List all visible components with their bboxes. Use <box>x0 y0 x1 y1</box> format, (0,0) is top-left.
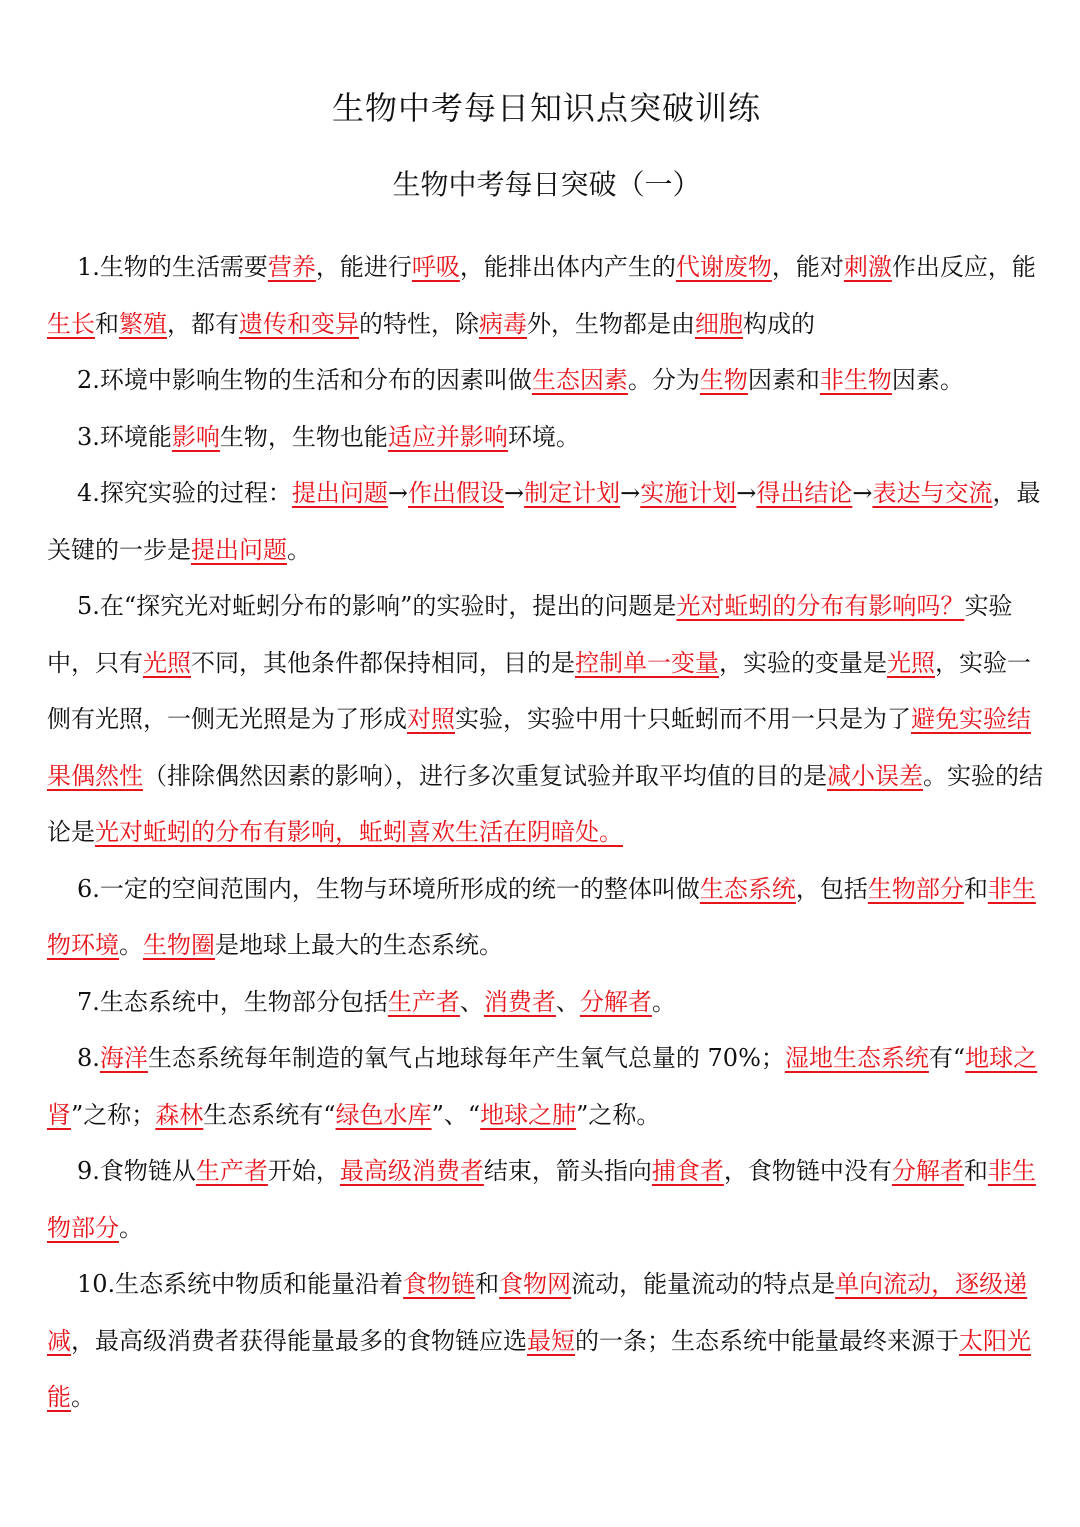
document-subtitle: 生物中考每日突破（一） <box>392 168 701 201</box>
statement-text: 的特性，除 <box>359 309 479 338</box>
answer-term: 代谢废物 <box>675 253 772 281</box>
statement-text: ，能进行 <box>315 253 412 281</box>
answer-term: 地球之肾 <box>47 1044 1038 1129</box>
answer-term: 森林 <box>155 1100 204 1129</box>
answer-term: 生产者 <box>387 987 460 1016</box>
statement-text: 、 <box>555 987 580 1016</box>
statement-text: ，最高级消费者获得能量最多的食物链应选 <box>71 1326 527 1355</box>
statement-text: ，实验一侧有光照，一侧无光照是为了形成 <box>47 648 1031 733</box>
answer-term: 生物圈 <box>143 931 215 959</box>
statement-text: 。 <box>651 987 676 1016</box>
answer-term: 作出假设 <box>408 479 505 507</box>
answer-term: 光对蚯蚓的分布有影响吗？ <box>676 592 965 620</box>
statement-text: → <box>387 479 409 507</box>
knowledge-point-2 <box>47 352 1046 409</box>
statement-text: ”之称； <box>71 1100 156 1129</box>
answer-term: 捕食者 <box>651 1157 724 1185</box>
answer-term: 适应并影响 <box>387 422 508 451</box>
statement-text: 。 <box>287 535 311 564</box>
answer-term: 细胞 <box>695 309 743 338</box>
statement-text: 3.环境能 <box>77 422 172 451</box>
statement-text: 8. <box>77 1044 100 1072</box>
statement-text: （排除偶然因素的影响），进行多次重复试验并取平均值的目的是 <box>143 761 827 790</box>
statement-text: 开始， <box>267 1157 340 1185</box>
statement-text: 。 <box>119 931 143 959</box>
statement-text: 和 <box>475 1270 500 1298</box>
statement-text: 流动，能量流动的特点是 <box>571 1270 836 1298</box>
answer-term: 分解者 <box>579 987 652 1016</box>
statement-text: ，最关键的一步是 <box>47 479 1041 564</box>
statement-text: 5.在“探究光对蚯蚓分布的影响”的实验时，提出的问题是 <box>77 592 677 620</box>
answer-term: 非生物环境 <box>47 874 1036 959</box>
answer-term: 繁殖 <box>119 309 167 338</box>
answer-term: 生态因素 <box>531 366 628 394</box>
statement-text: 生物，生物也能 <box>219 422 388 451</box>
statement-text: 因素和 <box>747 366 820 394</box>
answer-term: 食物网 <box>499 1270 572 1298</box>
statement-text: → <box>852 479 873 507</box>
knowledge-point-1 <box>47 239 1046 352</box>
statement-text: ，能排出体内产生的 <box>459 253 676 281</box>
answer-term: 减小误差 <box>827 761 923 790</box>
statement-text: 。 <box>119 1213 143 1242</box>
knowledge-point-5 <box>47 578 1046 861</box>
statement-text: ”、“ <box>431 1100 481 1129</box>
statement-text: 6.一定的空间范围内，生物与环境所形成的统一的整体叫做 <box>77 874 700 903</box>
statement-text: 实验中，只有 <box>47 592 1013 677</box>
answer-term: 地球之肺 <box>480 1100 577 1129</box>
statement-text: 。分为 <box>627 366 700 394</box>
answer-term: 呼吸 <box>411 253 460 281</box>
answer-term: 生态系统 <box>699 874 796 903</box>
answer-term: 实施计划 <box>640 479 737 507</box>
answer-term: 最短 <box>527 1326 575 1355</box>
answer-term: 生长 <box>47 309 95 338</box>
statement-text: ，食物链中没有 <box>723 1157 892 1185</box>
statement-text: 外，生物都是由 <box>527 309 695 338</box>
knowledge-point-6 <box>47 861 1046 974</box>
statement-text: 。实验的结论是 <box>47 761 1043 846</box>
answer-term: 非生物 <box>819 366 892 394</box>
statement-text: ，能对 <box>771 253 844 281</box>
statement-text: 有“ <box>928 1044 966 1072</box>
answer-term: 光对蚯蚓的分布有影响，蚯蚓喜欢生活在阴暗处。 <box>95 818 623 846</box>
statement-text: 作出反应，能 <box>891 253 1036 281</box>
statement-text: 。 <box>71 1383 95 1411</box>
answer-term: 提出问题 <box>291 479 388 507</box>
knowledge-point-list <box>47 239 1046 1426</box>
statement-text: 1.生物的生活需要 <box>77 253 268 281</box>
answer-term: 海洋 <box>99 1044 148 1072</box>
answer-term: 得出结论 <box>756 479 853 507</box>
answer-term: 湿地生态系统 <box>784 1044 929 1072</box>
knowledge-point-4 <box>47 465 1046 578</box>
statement-text: 、 <box>459 987 484 1016</box>
answer-term: 非生物部分 <box>47 1157 1036 1242</box>
statement-text: 10.生态系统中物质和能量沿着 <box>77 1270 404 1298</box>
answer-term: 表达与交流 <box>872 479 993 507</box>
statement-text: 的一条；生态系统中能量最终来源于 <box>575 1326 959 1355</box>
answer-term: 最高级消费者 <box>339 1157 484 1185</box>
answer-term: 提出问题 <box>191 535 287 564</box>
statement-text: 是地球上最大的生态系统。 <box>215 931 503 959</box>
statement-text: 和 <box>95 309 119 338</box>
answer-term: 分解者 <box>891 1157 964 1185</box>
statement-text: → <box>620 479 641 507</box>
answer-term: 制定计划 <box>524 479 621 507</box>
answer-term: 光照 <box>887 648 935 677</box>
statement-text: 生态系统每年制造的氧气占地球每年产生氧气总量的 70%； <box>147 1044 785 1072</box>
answer-term: 太阳光能 <box>47 1326 1031 1411</box>
statement-text: 实验，实验中用十只蚯蚓而不用一只是为了 <box>455 705 911 733</box>
knowledge-point-9 <box>47 1143 1046 1256</box>
statement-text: ，实验的变量是 <box>719 648 887 677</box>
statement-text: 生态系统有“ <box>203 1100 336 1129</box>
statement-text: ”之称。 <box>576 1100 661 1129</box>
knowledge-point-10 <box>47 1256 1046 1426</box>
statement-text: 因素。 <box>891 366 964 394</box>
answer-term: 控制单一变量 <box>575 648 719 677</box>
statement-text: 4.探究实验的过程： <box>77 479 292 507</box>
answer-term: 避免实验结果偶然性 <box>47 705 1031 790</box>
answer-term: 对照 <box>407 705 455 733</box>
answer-term: 光照 <box>143 648 191 677</box>
statement-text: ，包括 <box>795 874 868 903</box>
answer-term: 遗传和变异 <box>239 309 359 338</box>
statement-text: 和 <box>963 1157 988 1185</box>
answer-term: 营养 <box>267 253 316 281</box>
statement-text: 9.食物链从 <box>77 1157 196 1185</box>
knowledge-point-3 <box>47 409 1046 466</box>
answer-term: 生产者 <box>195 1157 268 1185</box>
answer-term: 病毒 <box>479 309 527 338</box>
answer-term: 消费者 <box>483 987 556 1016</box>
statement-text: → <box>504 479 525 507</box>
answer-term: 生物 <box>699 366 748 394</box>
document-title: 生物中考每日知识点突破训练 <box>331 89 761 127</box>
knowledge-point-7 <box>47 974 1046 1031</box>
answer-term: 单向流动，逐级递减 <box>47 1270 1028 1355</box>
statement-text: 环境。 <box>507 422 580 451</box>
statement-text: 结束，箭头指向 <box>483 1157 652 1185</box>
statement-text: → <box>736 479 757 507</box>
statement-text: ，都有 <box>167 309 239 338</box>
statement-text: 不同，其他条件都保持相同，目的是 <box>191 648 575 677</box>
answer-term: 刺激 <box>843 253 892 281</box>
answer-term: 影响 <box>171 422 220 451</box>
answer-term: 生物部分 <box>867 874 964 903</box>
knowledge-point-8 <box>47 1030 1046 1143</box>
statement-text: 2.环境中影响生物的生活和分布的因素叫做 <box>77 366 532 394</box>
statement-text: 和 <box>963 874 988 903</box>
statement-text: 构成的 <box>743 309 815 338</box>
answer-term: 绿色水库 <box>335 1100 432 1129</box>
statement-text: 7.生态系统中，生物部分包括 <box>77 987 388 1016</box>
answer-term: 食物链 <box>403 1270 476 1298</box>
